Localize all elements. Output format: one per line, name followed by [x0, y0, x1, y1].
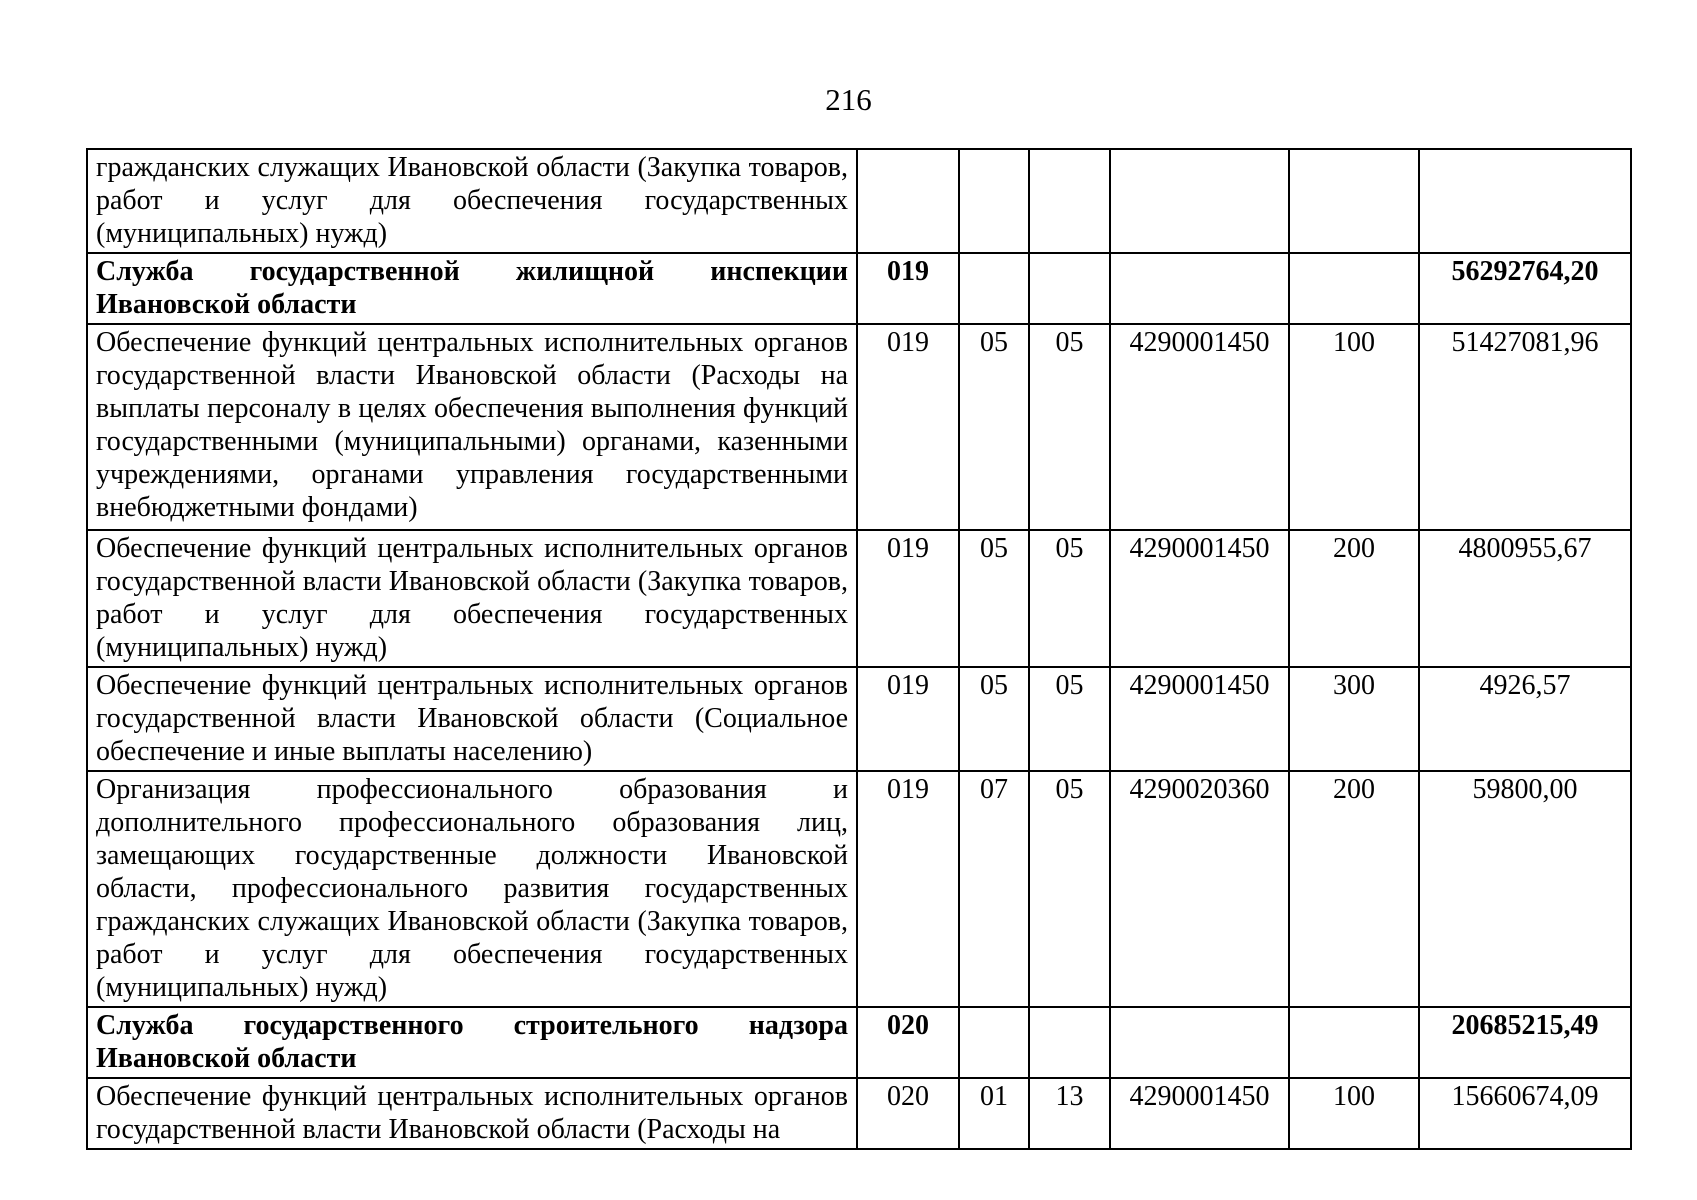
cell-amount: 56292764,20: [1419, 253, 1631, 324]
table-row: [87, 667, 1631, 771]
budget-table-body: [87, 149, 1631, 1149]
cell-description: гражданских служащих Ивановской области (Закупка товаров, работ и услуг для обеспечения государственных (муниципальных) нужд): [87, 149, 857, 253]
cell-grbs-code: 019: [857, 253, 959, 324]
cell-section-code: 05: [959, 530, 1029, 667]
cell-subsection-code: [1029, 149, 1110, 253]
cell-target-article: [1110, 253, 1289, 324]
table-row: [87, 1007, 1631, 1078]
cell-amount: 51427081,96: [1419, 324, 1631, 530]
cell-subsection-code: 05: [1029, 530, 1110, 667]
table-row: [87, 771, 1631, 1007]
cell-grbs-code: 019: [857, 324, 959, 530]
cell-section-code: [959, 1007, 1029, 1078]
cell-expense-type: [1289, 253, 1419, 324]
page-number: 216: [825, 82, 872, 117]
cell-target-article: 4290001450: [1110, 1078, 1289, 1149]
cell-grbs-code: [857, 149, 959, 253]
cell-amount: 15660674,09: [1419, 1078, 1631, 1149]
cell-grbs-code: 020: [857, 1007, 959, 1078]
cell-subsection-code: 13: [1029, 1078, 1110, 1149]
cell-section-code: 05: [959, 667, 1029, 771]
cell-expense-type: [1289, 149, 1419, 253]
cell-target-article: 4290001450: [1110, 324, 1289, 530]
cell-amount: 59800,00: [1419, 771, 1631, 1007]
cell-target-article: 4290001450: [1110, 530, 1289, 667]
cell-expense-type: 200: [1289, 530, 1419, 667]
cell-subsection-code: 05: [1029, 324, 1110, 530]
cell-section-code: 07: [959, 771, 1029, 1007]
cell-target-article: 4290001450: [1110, 667, 1289, 771]
cell-description: Обеспечение функций центральных исполнительных органов государственной власти Ивановской области (Закупка товаров, работ и услуг для обеспечения государственных (муниципальных) нужд): [87, 530, 857, 667]
cell-section-code: [959, 253, 1029, 324]
cell-grbs-code: 020: [857, 1078, 959, 1149]
cell-description: Организация профессионального образования и дополнительного профессионального образования лиц, замещающих государственные должности Ивановской области, профессионального развития государственных гражданских служащих Ивановской области (Закупка товаров, работ и услуг для обеспечения государственных (муниципальных) нужд): [87, 771, 857, 1007]
cell-grbs-code: 019: [857, 771, 959, 1007]
cell-section-code: 05: [959, 324, 1029, 530]
cell-subsection-code: 05: [1029, 667, 1110, 771]
cell-section-code: [959, 149, 1029, 253]
cell-amount: 20685215,49: [1419, 1007, 1631, 1078]
cell-expense-type: [1289, 1007, 1419, 1078]
cell-amount: 4800955,67: [1419, 530, 1631, 667]
cell-subsection-code: 05: [1029, 771, 1110, 1007]
table-row: [87, 253, 1631, 324]
cell-grbs-code: 019: [857, 530, 959, 667]
cell-description: Обеспечение функций центральных исполнительных органов государственной власти Ивановской области (Расходы на выплаты персоналу в целях обеспечения выполнения функций государственными (муниципальными) органами, казенными учреждениями, органами управления государственными внебюджетными фондами): [87, 324, 857, 530]
budget-table: [86, 148, 1632, 1150]
cell-description: Обеспечение функций центральных исполнительных органов государственной власти Ивановской области (Расходы на: [87, 1078, 857, 1149]
cell-subsection-code: [1029, 253, 1110, 324]
table-row: [87, 324, 1631, 530]
cell-expense-type: 100: [1289, 1078, 1419, 1149]
cell-amount: 4926,57: [1419, 667, 1631, 771]
cell-description: Служба государственного строительного надзора Ивановской области: [87, 1007, 857, 1078]
table-row: [87, 530, 1631, 667]
cell-expense-type: 100: [1289, 324, 1419, 530]
cell-subsection-code: [1029, 1007, 1110, 1078]
cell-target-article: [1110, 149, 1289, 253]
table-row: [87, 1078, 1631, 1149]
table-row: [87, 149, 1631, 253]
cell-target-article: 4290020360: [1110, 771, 1289, 1007]
cell-section-code: 01: [959, 1078, 1029, 1149]
cell-description: Служба государственной жилищной инспекции Ивановской области: [87, 253, 857, 324]
cell-amount: [1419, 149, 1631, 253]
cell-target-article: [1110, 1007, 1289, 1078]
cell-expense-type: 300: [1289, 667, 1419, 771]
cell-description: Обеспечение функций центральных исполнительных органов государственной власти Ивановской области (Социальное обеспечение и иные выплаты населению): [87, 667, 857, 771]
cell-expense-type: 200: [1289, 771, 1419, 1007]
cell-grbs-code: 019: [857, 667, 959, 771]
